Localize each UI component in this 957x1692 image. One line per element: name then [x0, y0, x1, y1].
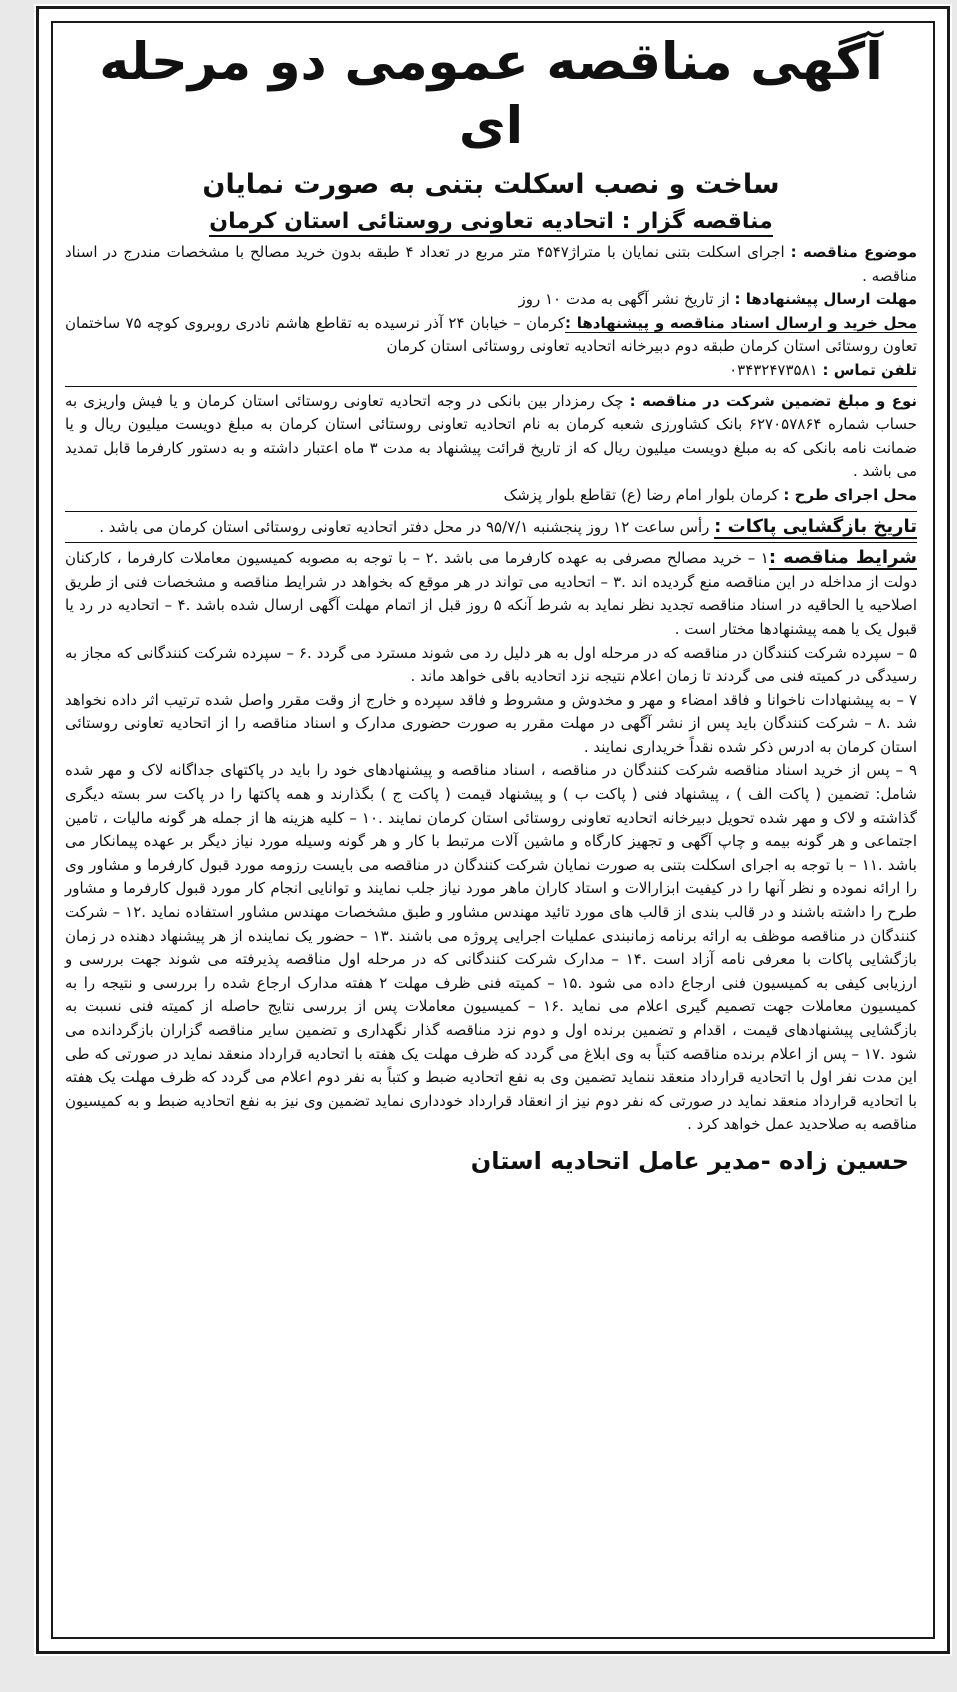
conditions-text: ۱ – خرید مصالح مصرفی به عهده کارفرما می باشد .۲ – با توجه به مصوبه کمیسیون معاملات کارفرما ، کارکنان دولت از مداخله در این مناقصه منع گردیده اند .۳ – اتحادیه می تواند در هر موقع که بخواهد در شرایط مناقصه و مشخصات فنی از طریق اصلاحیه یا الحاقیه در اسناد مناقصه تجدید نظر نماید به شرط آنکه ۵ روز قبل از اتمام مهلت آگهی ارسال شده باشد .۴ – اتحادیه در رد یا قبول یک یا همه پیشنهادها مختار است . — [65, 549, 917, 638]
divider — [65, 386, 917, 387]
opening-paragraph — [65, 515, 917, 540]
organizer-line — [65, 207, 917, 237]
phone-text: ۰۳۴۳۲۴۷۳۵۸۱ — [729, 360, 823, 379]
location-paragraph — [65, 312, 917, 359]
conditions-text-4: ۹ – پس از خرید اسناد مناقصه شرکت کنندگان در مناقصه ، اسناد مناقصه و پیشنهادهای خود را باید در پاکتهای جداگانه لاک و مهر شده شامل: تضمین ( پاکت الف ) ، پیشنهاد فنی ( پاکت ب ) و پیشنهاد قیمت ( پاکت ج ) بگذارند و همه پاکتها را در پاکت سر بسته دیگری گذاشته و لاک و مهر شده تحویل دبیرخانه اتحادیه تعاونی روستائی استان کرمان نمایند .۱۰ – کلیه هزینه ها از جمله هر گونه مالیات ، تامین اجتماعی و هر گونه بیمه و چاپ آگهی و تجهیز کارگاه و ماشین آلات مرتبط با کار و هر گونه وسیله مورد نیاز دیگر بر عهده پیمانکار می باشد .۱۱ – با توجه به اجرای اسکلت بتنی به صورت نمایان شرکت کنندگان در مناقصه می بایست رزومه مورد قبول کارفرما و مشاور وی را ارائه نموده و نظر آنها را در کیفیت ابزارالات و استاد کاران ماهر مورد نیاز جلب نمایند و توانایی انجام کار مورد قبول کارفرما و مشاور طرح را داشته باشند و در قالب بندی از قالب های مورد تائید مهندس مشاور و طبق مشخصات مهندس مشاور استفاده نماید .۱۲ – شرکت کنندگان در مناقصه موظف به ارائه برنامه زمانبندی عملیات اجرایی پروژه می باشند .۱۳ – حضور یک نماینده از هر پیشنهاد دهنده در زمان بازگشایی پاکات با معرفی نامه آزاد است .۱۴ – مدارک شرکت کنندگانی که در مرحله اول مناقصه پذیرفته می شوند جهت بررسی و ارزیابی کیفی به کمیسیون فنی ارجاع داده می شود .۱۵ – کمیته فنی ظرف مهلت ۲ هفته مدارک ارجاع شده را بررسی و نتیجه را به کمیسیون معاملات جهت تصمیم گیری اعلام می نماید .۱۶ – کمیسیون معاملات پس از بررسی نتایج حاصله از کمیته فنی نسبت به بازگشایی پیشنهادهای قیمت ، اقدام و تضمین برنده اول و دوم نزد مناقصه گذار نگهداری و تضمین سایر مناقصه گزاران بازگردانده می شود .۱۷ – پس از اعلام برنده مناقصه کتباً به وی ابلاغ می گردد که ظرف مهلت یک هفته با اتحادیه قرارداد منعقد نماید در صورتی که طی این مدت نفر اول با اتحادیه قرارداد منعقد ننماید تضمین وی به نفع اتحادیه ضبط و کتباً به نفر دوم اعلام می گردد که ظرف مهلت یک هفته با اتحادیه قرارداد منعقد نماید در صورتی که نفر دوم نیز از انعقاد قرارداد خودداری نماید تضمین وی نیز به نفع اتحادیه ضبط و به کمیسیون مناقصه به صلاحدید عمل خواهد کرد . — [65, 761, 918, 1134]
newspaper-clipping — [34, 4, 952, 1656]
conditions-paragraph-2 — [65, 642, 917, 689]
conditions-text-2: ۵ – سپرده شرکت کنندگان در مناقصه که در مرحله اول به هر دلیل رد می شوند مسترد می گردد .۶ – سپرده شرکت کنندگانی که مجاز به رسیدگی در کمیته فنی می گردند تا زمان اعلام نتیجه نزد اتحادیه باقی خواهد ماند . — [65, 643, 917, 686]
conditions-paragraph-3 — [65, 689, 917, 760]
phone-label: تلفن تماس : — [822, 360, 917, 379]
project-site-paragraph — [65, 484, 917, 508]
ad-subtitle: ساخت و نصب اسکلت بتنی به صورت نمایان — [202, 169, 780, 200]
ad-title: آگهی مناقصه عمومی دو مرحله ای — [99, 33, 883, 156]
guarantee-text: چک رمزدار بین بانکی در وجه اتحادیه تعاونی روستائی استان کرمان و یا فیش واریزی به حساب شماره ۶۲۷۰۵۷۸۶۴ بانک کشاورزی شعبه کرمان به نام اتحادیه تعاونی روستائی استان کرمان به مبلغ دویست میلیون ریال و یا ضمانت نامه بانکی که به مبلغ دویست میلیون ریال که از تاریخ قرائت پیشنهاد به مدت ۳ ماه اعتبار داشته و به دستور کارفرما قابل تمدید می باشد . — [65, 391, 918, 481]
location-text: کرمان – خیابان ۲۴ آذر نرسیده به تقاطع هاشم نادری روبروی کوچه ۷۵ ساختمان تعاون روستائی استان کرمان طبقه دوم دبیرخانه اتحادیه تعاونی روستائی استان کرمان — [65, 313, 917, 356]
divider — [65, 542, 917, 543]
deadline-paragraph — [65, 288, 917, 312]
location-label: محل خرید و ارسال اسناد مناقصه و پیشنهادها : — [564, 313, 917, 332]
project-site-label: محل اجرای طرح : — [783, 485, 917, 504]
organizer-text: مناقصه گزار : اتحادیه تعاونی روستائی استان کرمان — [209, 209, 772, 237]
advertisement-body — [51, 21, 935, 1639]
opening-text: رأس ساعت ۱۲ روز پنجشنبه ۹۵/۷/۱ در محل دفتر اتحادیه تعاونی روستائی استان کرمان می باشد . — [99, 517, 715, 536]
subject-text: اجرای اسکلت بتنی نمایان با متراژ۴۵۴۷ متر مربع در تعداد ۴ طبقه بدون خرید مصالح با مشخصات مندرج در اسناد مناقصه . — [65, 243, 917, 285]
subject-label: موضوع مناقصه : — [790, 243, 917, 261]
guarantee-label: نوع و مبلغ تضمین شرکت در مناقصه : — [629, 391, 918, 410]
conditions-paragraph — [65, 546, 917, 641]
divider — [65, 511, 917, 512]
phone-paragraph — [65, 359, 917, 383]
guarantee-paragraph — [65, 390, 917, 484]
signature: حسین زاده -مدیر عامل اتحادیه استان — [470, 1146, 909, 1175]
deadline-text: از تاریخ نشر آگهی به مدت ۱۰ روز — [518, 290, 735, 309]
outer-frame — [36, 6, 950, 1654]
conditions-text-3: ۷ – به پیشنهادات ناخوانا و فاقد امضاء و مهر و مخدوش و مشروط و فاقد سپرده و خارج از وقت مقرر واصل شده ترتیب اثر داده نخواهد شد .۸ – شرکت کنندگان باید پس از نشر آگهی در مهلت مقرر به صورت حضوری مدارک و اسناد مناقصه را از اتحادیه تعاونی روستائی استان کرمان به ادرس ذکر شده نقداً خریداری نمایند . — [65, 690, 917, 756]
deadline-label: مهلت ارسال پیشنهادها : — [734, 290, 917, 309]
conditions-label: شرایط مناقصه : — [768, 547, 918, 569]
project-site-text: کرمان بلوار امام رضا (ع) تقاطع بلوار پزشک — [503, 485, 784, 504]
opening-label: تاریخ بازگشایی پاکات : — [714, 515, 917, 537]
conditions-paragraph-4 — [65, 759, 917, 1137]
subject-paragraph — [65, 241, 917, 288]
